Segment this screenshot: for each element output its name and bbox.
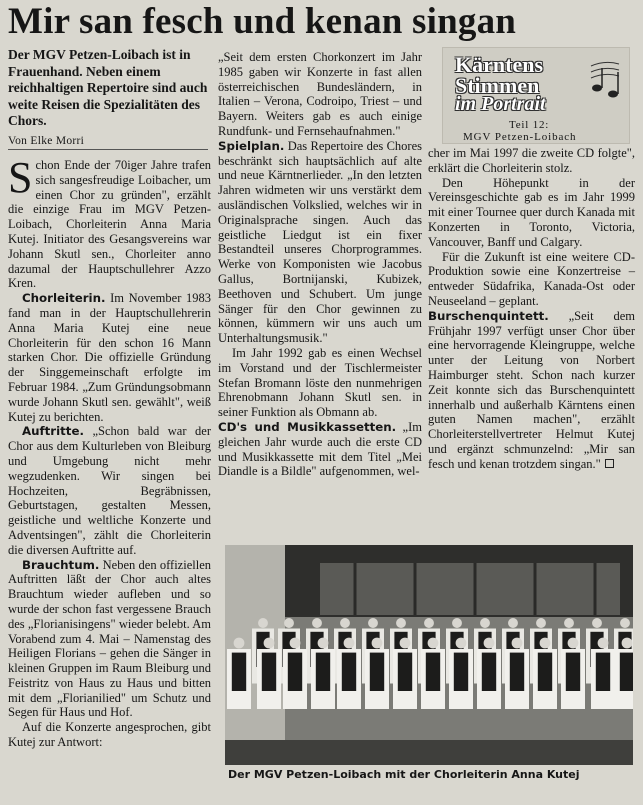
article-column-1 xyxy=(8,153,211,750)
section-keyword-spielplan: Spielplan. xyxy=(218,138,285,153)
col2-paragraph-1: „Seit dem ersten Chorkonzert im Jahr 1985 gaben wir Konzerte in fast allen österreichischen Bundesländern, in Italien – Verona, Codroipo, Triest – und Bayern. Weiters gab es auch einige Rundfunk- und Fernsehaufnahmen." xyxy=(218,50,422,138)
col2-paragraph-3: Im Jahr 1992 gab es einen Wechsel im Vorstand und der Tischlermeister Stefan Bromann löste den nunmehrigen Ehrenobmann Johann Skutl sen. in seiner Funktion als Obmann ab. xyxy=(218,345,422,420)
article-column-2 xyxy=(218,50,422,479)
series-box xyxy=(442,47,630,144)
series-title-line-2: Stimmen xyxy=(455,73,540,98)
series-title-line-3: im Portrait xyxy=(455,93,546,115)
col1-paragraph-4: Neben den offiziellen Auftritten läßt der Chor auch altes Brauchtum wieder aufleben und so wurde der schon fast vergessene Brauch des „Florianisingens" wieder belebt. Am Vorabend zum 4. Mai – Namenstag des Heiligen Florians – gehen die Sänger in kleinen Gruppen im Raum Bleiburg und Feistritz von Haus zu Haus und bitten mit dem „Florianilied" um Schutz und Segen für Haus und Hof. xyxy=(8,557,211,720)
article-column-3 xyxy=(428,146,635,472)
drop-cap: S xyxy=(8,153,33,202)
col2-paragraph-2: Das Repertoire des Chores beschränkt sich hauptsächlich auf alte und neue Kärntnerlieder. „In den letzten Jahren widmeten wir uns verstärkt dem ausländischen Volkslied, welches wir in Originalsprache singen. Auch das geistliche Liedgut ist ein fixer Bestandteil unseres Chorprogrammes. Werke von Komponisten wie Jacobus Gallus, Bortnijanski, Kubizek, Beethoven und Schubert. Um junge Sänger für den Chor gewinnen zu können, kümmern wir uns auch um Unterhaltungsmusik." xyxy=(218,138,422,346)
choir-photo-image xyxy=(225,545,633,765)
col1-paragraph-3: „Schon bald war der Chor aus dem Kulturleben von Bleiburg und Umgebung nicht mehr wegzudenken. Wir singen bei Hochzeiten, Begräbnissen, Geburtstagen, gestalten Messen, geistliche und weltliche Konzerte und Adventsingen", zählt die Chorleiterin die diversen Auftritte auf. xyxy=(8,424,211,557)
col2-paragraph-4: „Im gleichen Jahr wurde auch die erste CD und Musikkassette mit dem Titel „Mei Diandle is a Bildle" aufgenommen, wel- xyxy=(218,419,422,479)
music-notes-icon xyxy=(587,58,623,104)
col1-paragraph-5: Auf die Konzerte angesprochen, gibt Kutej zur Antwort: xyxy=(8,720,211,750)
series-subject: MGV Petzen-Loibach xyxy=(463,131,577,143)
section-keyword-auftritte: Auftritte. xyxy=(22,424,84,439)
col1-paragraph-2: Im November 1983 fand man in der Hauptschullehrerin Anna Maria Kutej eine neue Chorleiterin für den schon 16 Mann starken Chor. Die offizielle Gründung der Singgemeinschaft erfolgte im Februar 1984. „Zum Gründungsobmann wurde Johann Skutl sen. gewählt", weiß Kutej zu berichten. xyxy=(8,291,211,424)
section-keyword-chorleiterin: Chorleiterin. xyxy=(22,291,106,306)
end-mark-icon xyxy=(605,459,614,468)
section-keyword-brauchtum: Brauchtum. xyxy=(22,557,100,572)
headline: Mir san fesch und kenan singan xyxy=(8,1,517,42)
col3-paragraph-1: cher im Mai 1997 die zweite CD folgte", erklärt die Chorleiterin stolz. xyxy=(428,146,635,175)
col1-paragraph-1: chon Ende der 70iger Jahre trafen sich sangesfreudige Loibacher, um einen Chor zu gründen", erzählt die einzige Frau im MGV Petzen-Loibach, Chorleiterin Anna Maria Kutej. Initiator des Gesangsvereins war Johann Skutl sen., Chorleiter anno dazumal der Hauptschullehrer Azzo Kren. xyxy=(8,158,211,291)
series-title-line-1: Kärntens xyxy=(455,52,543,77)
author-byline: Von Elke Morri xyxy=(8,135,208,150)
section-keyword-cds: CD's und Musikkassetten. xyxy=(218,419,397,434)
choir-photo xyxy=(225,545,633,765)
lead-paragraph: Der MGV Petzen-Loibach ist in Frauenhand. Neben einem reichhaltigen Repertoire sind auch weite Reisen die Spezialitäten des Chors. xyxy=(8,47,208,129)
series-part: Teil 12: xyxy=(509,119,550,131)
col3-paragraph-2: Den Höhepunkt in der Vereinsgeschichte gab es im Jahr 1999 mit einer Tournee quer durch Kanada mit Konzerten in Toronto, Victoria, Vancouver, Banff und Calgary. xyxy=(428,175,635,249)
col3-paragraph-4: „Seit dem Frühjahr 1997 verfügt unser Chor über eine hervorragende Kleingruppe, welche unter der Leitung von Norbert Haimburger steht. Schon nach kurzer Zeit konnte sich das Burschenquintett innerhalb und außerhalb Kärntens einen guten Namen machen", erzählt Chorleiterstellvertreter Helmut Kutej und ergänzt schmunzelnd: „Mir san fesch und kenan trotzdem singan." xyxy=(428,308,635,471)
col3-paragraph-3: Für die Zukunft ist eine weitere CD-Produktion sowie eine Konzertreise – entweder Südafrika, Kanada-Ost oder Neuseeland – geplant. xyxy=(428,249,635,308)
section-keyword-burschenquintett: Burschenquintett. xyxy=(428,308,549,323)
photo-caption: Der MGV Petzen-Loibach mit der Chorleiterin Anna Kutej xyxy=(228,768,580,781)
